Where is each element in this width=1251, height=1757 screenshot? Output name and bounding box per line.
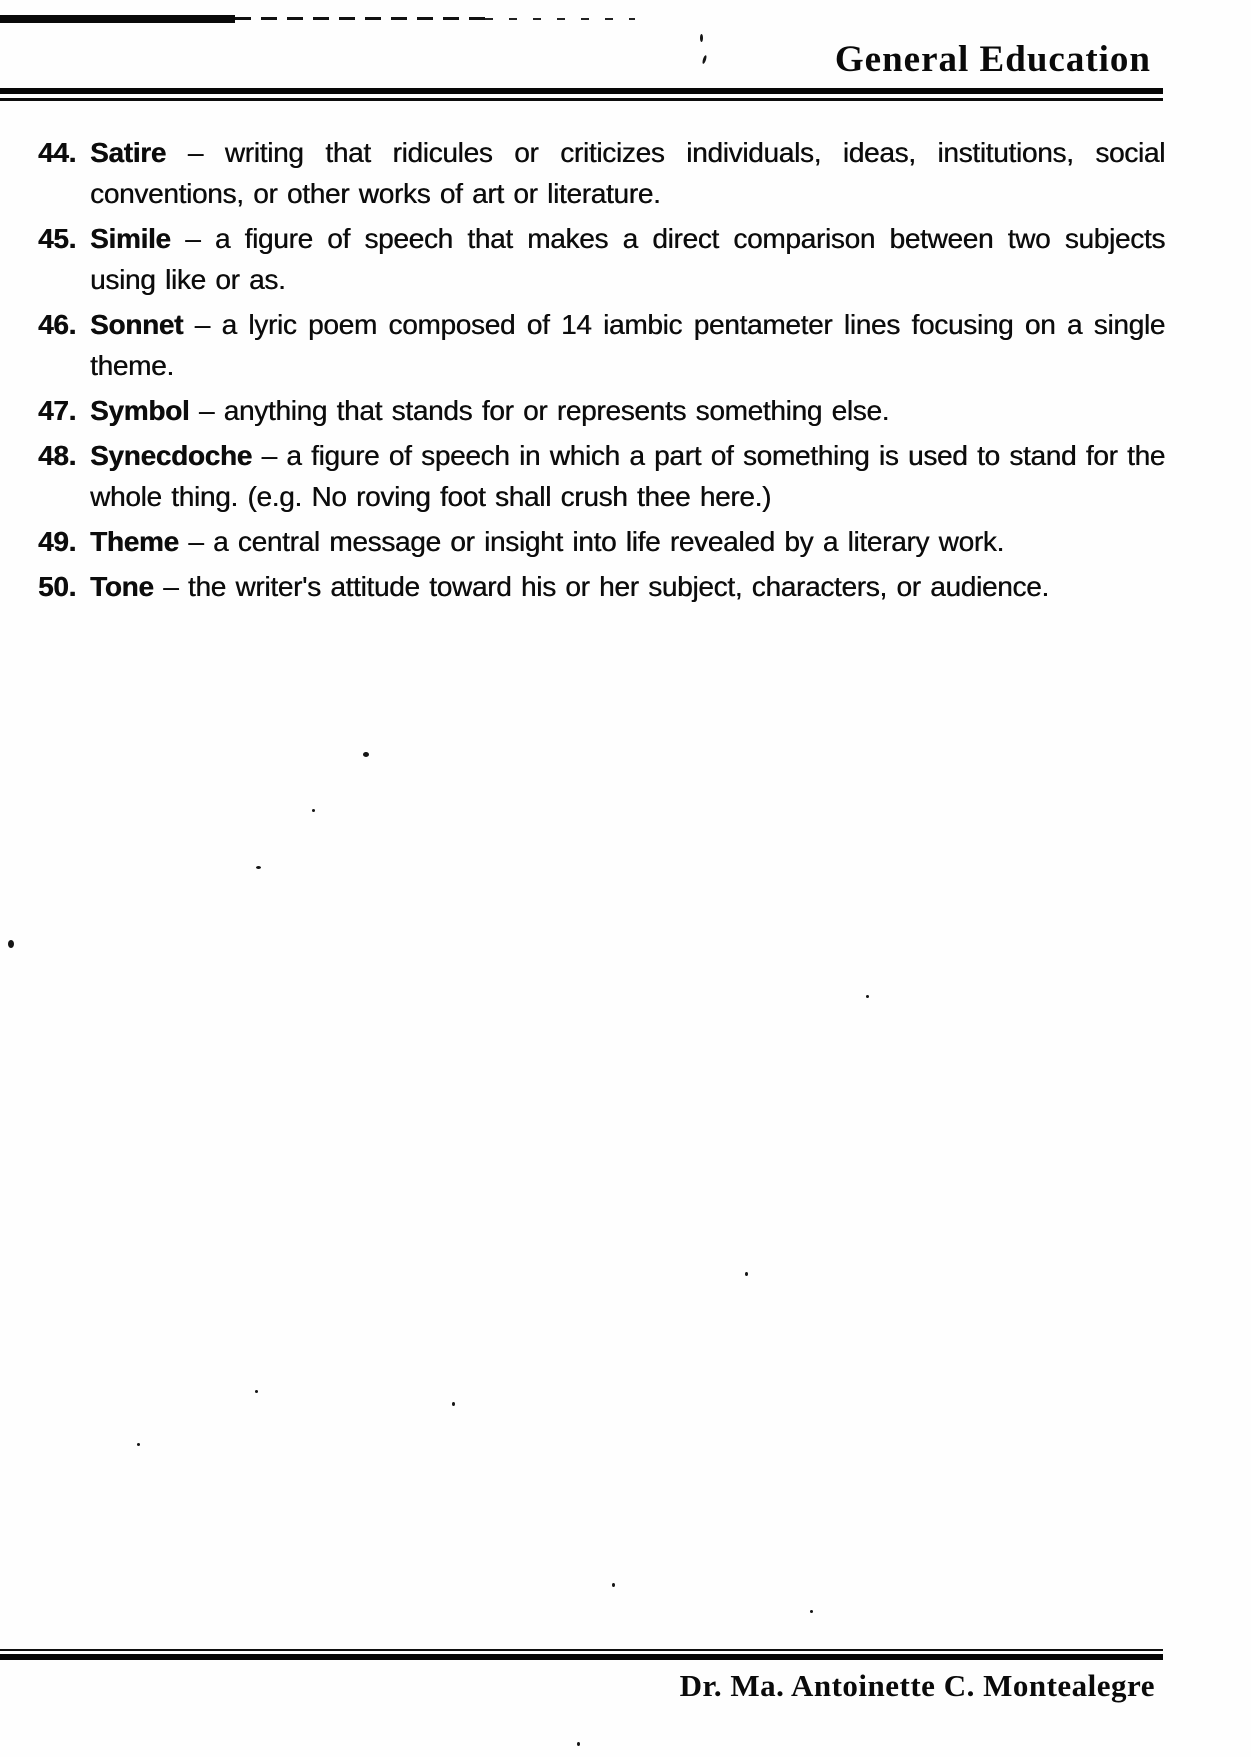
term-definition: a figure of speech in which a part of something is used to stand for the whole thing. (e.g. No roving foot shall crush thee here.) — [90, 440, 1165, 512]
item-number: 45. — [38, 223, 77, 254]
scan-speck — [255, 1390, 258, 1393]
term-definition: writing that ridicules or criticizes individuals, ideas, institutions, social conventions, or other works of art or literature. — [90, 137, 1165, 209]
term-name: Simile — [90, 223, 171, 254]
scan-speck — [8, 940, 14, 948]
page-title: General Education — [834, 39, 1151, 80]
term-name: Tone — [90, 571, 154, 602]
list-item — [38, 132, 1165, 214]
term-name: Synecdoche — [90, 440, 252, 471]
term-definition: the writer's attitude toward his or her subject, characters, or audience. — [187, 571, 1049, 602]
scan-speck — [700, 34, 703, 42]
scan-speck — [612, 1583, 615, 1587]
list-item — [38, 521, 1165, 562]
scan-speck — [312, 809, 315, 812]
scan-speck — [810, 1610, 813, 1613]
scan-speck — [256, 866, 261, 869]
scan-speck — [137, 1443, 140, 1446]
term-name: Sonnet — [90, 309, 184, 340]
list-item — [38, 566, 1165, 607]
list-item — [38, 390, 1165, 431]
item-number: 44. — [38, 137, 77, 168]
scan-speck — [452, 1402, 455, 1406]
term-dash: – — [188, 526, 204, 557]
footer-rule — [0, 1649, 1163, 1660]
scan-speck — [577, 1742, 580, 1746]
item-number: 50. — [38, 571, 77, 602]
list-item — [38, 435, 1165, 517]
term-name: Theme — [90, 526, 179, 557]
term-definition: a figure of speech that makes a direct comparison between two subjects using like or as. — [90, 223, 1166, 295]
scan-speck — [363, 752, 369, 757]
term-dash: – — [198, 395, 215, 426]
author-name: Dr. Ma. Antoinette C. Montealegre — [679, 1668, 1155, 1703]
item-number: 47. — [38, 395, 77, 426]
term-name: Satire — [90, 137, 167, 168]
item-number: 48. — [38, 440, 77, 471]
scan-artifact-line — [0, 13, 640, 23]
term-definition: a lyric poem composed of 14 iambic pentameter lines focusing on a single theme. — [90, 309, 1166, 381]
scan-speck — [866, 995, 869, 998]
header-rule — [0, 88, 1163, 101]
term-dash: – — [187, 137, 204, 168]
list-item — [38, 218, 1165, 300]
terms-list — [0, 132, 1251, 611]
list-item — [38, 304, 1165, 386]
item-number: 46. — [38, 309, 77, 340]
item-number: 49. — [38, 526, 77, 557]
term-definition: anything that stands for or represents something else. — [223, 395, 890, 426]
term-dash: – — [163, 571, 179, 602]
scan-speck — [745, 1272, 748, 1276]
term-dash: – — [185, 223, 201, 254]
term-name: Symbol — [90, 395, 190, 426]
term-dash: – — [194, 309, 210, 340]
term-dash: – — [261, 440, 277, 471]
term-definition: a central message or insight into life revealed by a literary work. — [213, 526, 1004, 557]
